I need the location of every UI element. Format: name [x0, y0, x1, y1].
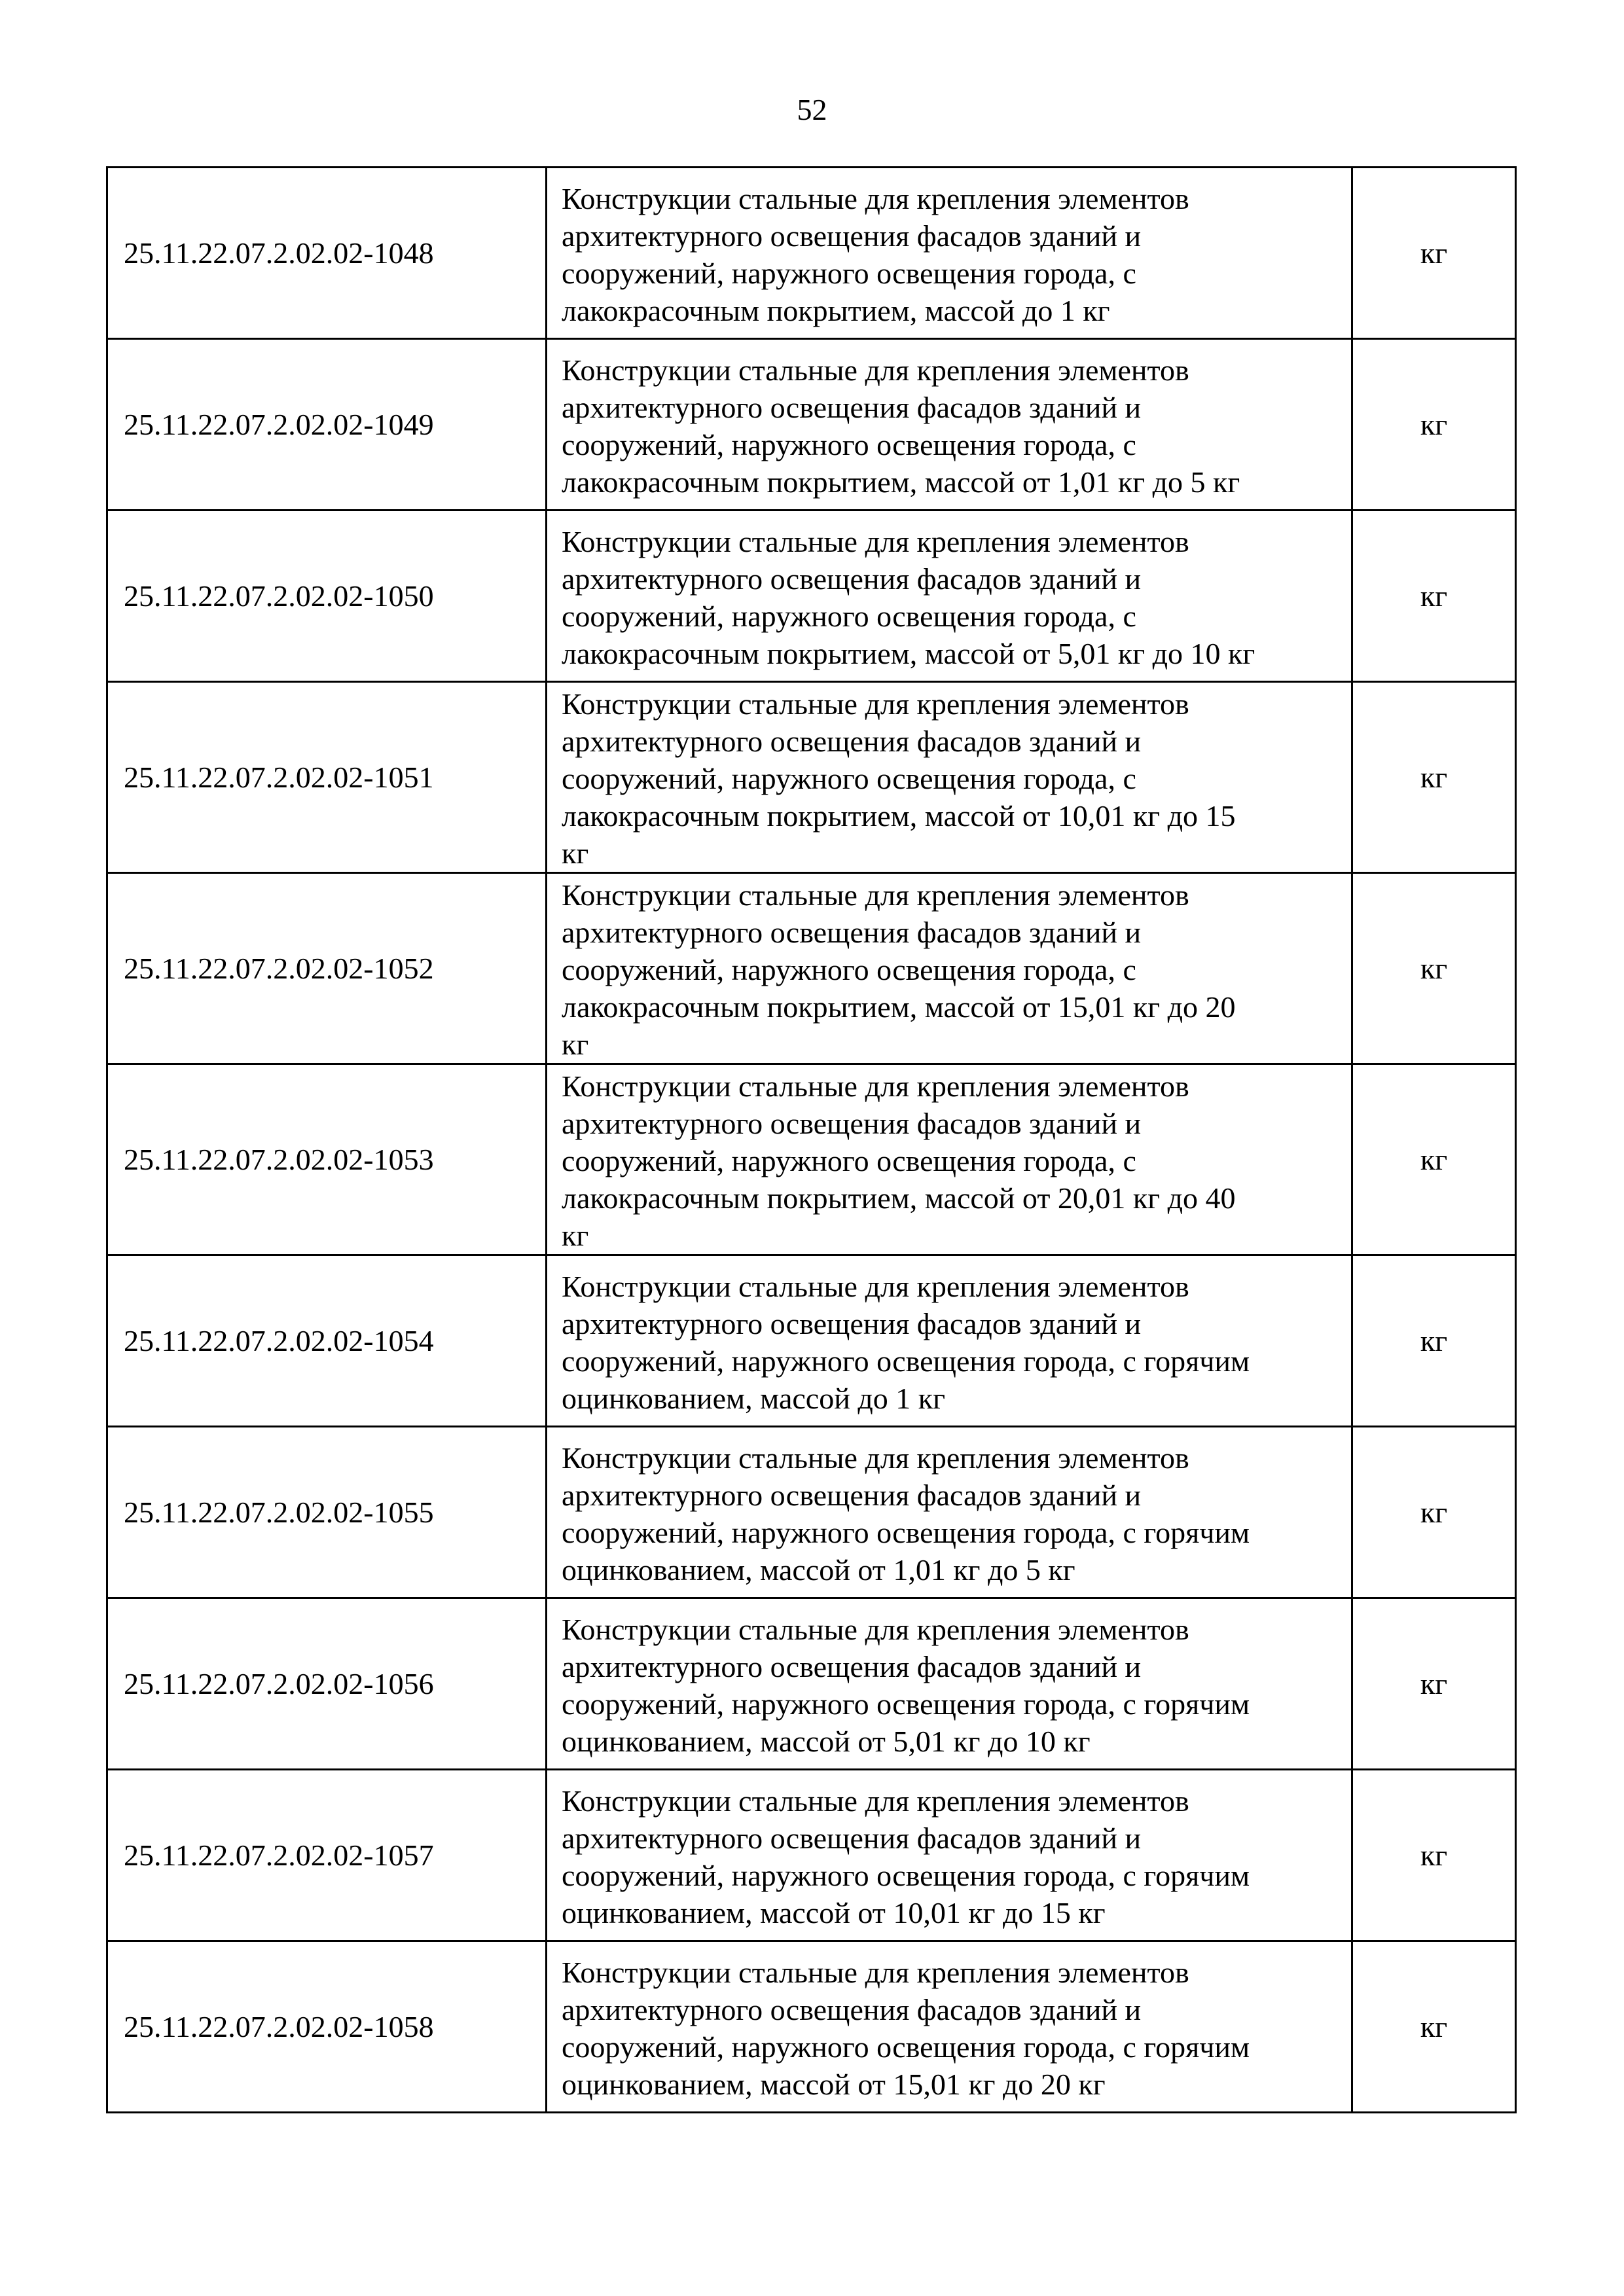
- description-line: архитектурного освещения фасадов зданий и: [562, 1821, 1142, 1855]
- description-line: сооружений, наружного освещения города, с: [562, 599, 1136, 633]
- unit-cell: кг: [1352, 1255, 1516, 1427]
- code-cell: 25.11.22.07.2.02.02-1048: [107, 168, 547, 339]
- page-number: 52: [797, 93, 827, 126]
- description-cell: [547, 1770, 1352, 1941]
- description-line: лакокрасочным покрытием, массой от 20,01 кг до 40: [562, 1181, 1236, 1215]
- description-line: архитектурного освещения фасадов зданий и: [562, 562, 1142, 596]
- description-cell: [547, 873, 1352, 1064]
- table-row: [107, 168, 1516, 339]
- description-line: архитектурного освещения фасадов зданий и: [562, 1992, 1142, 2026]
- description-line: Конструкции стальные для крепления элементов: [562, 1955, 1189, 1989]
- description-cell: [547, 682, 1352, 873]
- description-line: сооружений, наружного освещения города, с горячим: [562, 2030, 1250, 2064]
- unit-cell: кг: [1352, 1941, 1516, 2113]
- description-line: сооружений, наружного освещения города, с горячим: [562, 1858, 1250, 1892]
- unit-cell: кг: [1352, 511, 1516, 682]
- unit-cell: кг: [1352, 873, 1516, 1064]
- description-line: кг: [562, 836, 589, 870]
- description-line: лакокрасочным покрытием, массой от 5,01 кг до 10 кг: [562, 636, 1255, 670]
- classifier-table: [106, 166, 1517, 2113]
- table-row: [107, 1064, 1516, 1255]
- description-cell: [547, 339, 1352, 511]
- description-line: лакокрасочным покрытием, массой от 15,01 кг до 20: [562, 990, 1236, 1024]
- description-line: Конструкции стальные для крепления элементов: [562, 1269, 1189, 1303]
- description-line: Конструкции стальные для крепления элементов: [562, 878, 1189, 912]
- unit-cell: кг: [1352, 682, 1516, 873]
- description-line: архитектурного освещения фасадов зданий и: [562, 1649, 1142, 1683]
- description-line: оцинкованием, массой от 15,01 кг до 20 кг: [562, 2067, 1106, 2101]
- code-cell: 25.11.22.07.2.02.02-1058: [107, 1941, 547, 2113]
- unit-cell: кг: [1352, 1770, 1516, 1941]
- description-line: Конструкции стальные для крепления элементов: [562, 1441, 1189, 1475]
- table-row: [107, 1941, 1516, 2113]
- description-line: сооружений, наружного освещения города, с горячим: [562, 1344, 1250, 1378]
- description-line: оцинкованием, массой от 10,01 кг до 15 кг: [562, 1895, 1106, 1929]
- description-line: кг: [562, 1219, 589, 1252]
- description-cell: [547, 1427, 1352, 1598]
- description-line: Конструкции стальные для крепления элементов: [562, 181, 1189, 215]
- code-cell: 25.11.22.07.2.02.02-1054: [107, 1255, 547, 1427]
- code-cell: 25.11.22.07.2.02.02-1049: [107, 339, 547, 511]
- description-line: сооружений, наружного освещения города, с: [562, 762, 1136, 795]
- description-cell: [547, 168, 1352, 339]
- description-line: оцинкованием, массой от 1,01 кг до 5 кг: [562, 1552, 1075, 1587]
- description-line: архитектурного освещения фасадов зданий и: [562, 1107, 1142, 1140]
- code-cell: 25.11.22.07.2.02.02-1055: [107, 1427, 547, 1598]
- description-line: сооружений, наружного освещения города, с: [562, 953, 1136, 986]
- description-line: сооружений, наружного освещения города, с: [562, 427, 1136, 461]
- description-line: архитектурного освещения фасадов зданий и: [562, 390, 1142, 424]
- description-line: архитектурного освещения фасадов зданий и: [562, 219, 1142, 253]
- description-line: сооружений, наружного освещения города, с горячим: [562, 1687, 1250, 1721]
- description-line: кг: [562, 1028, 589, 1061]
- unit-cell: кг: [1352, 1427, 1516, 1598]
- code-cell: 25.11.22.07.2.02.02-1056: [107, 1598, 547, 1770]
- description-line: Конструкции стальные для крепления элементов: [562, 524, 1189, 558]
- description-cell: [547, 1941, 1352, 2113]
- table-row: [107, 1598, 1516, 1770]
- code-cell: 25.11.22.07.2.02.02-1051: [107, 682, 547, 873]
- code-cell: 25.11.22.07.2.02.02-1052: [107, 873, 547, 1064]
- code-cell: 25.11.22.07.2.02.02-1050: [107, 511, 547, 682]
- description-line: Конструкции стальные для крепления элементов: [562, 687, 1189, 721]
- description-line: лакокрасочным покрытием, массой от 1,01 кг до 5 кг: [562, 465, 1240, 499]
- description-line: архитектурного освещения фасадов зданий и: [562, 725, 1142, 758]
- description-cell: [547, 1064, 1352, 1255]
- description-line: сооружений, наружного освещения города, с горячим: [562, 1515, 1250, 1549]
- description-line: архитектурного освещения фасадов зданий и: [562, 1478, 1142, 1512]
- description-line: сооружений, наружного освещения города, с: [562, 1144, 1136, 1177]
- unit-cell: кг: [1352, 339, 1516, 511]
- table-row: [107, 511, 1516, 682]
- table-row: [107, 682, 1516, 873]
- description-line: сооружений, наружного освещения города, с: [562, 256, 1136, 290]
- table-row: [107, 1770, 1516, 1941]
- description-line: Конструкции стальные для крепления элементов: [562, 1784, 1189, 1818]
- description-cell: [547, 1598, 1352, 1770]
- description-line: оцинкованием, массой от 5,01 кг до 10 кг: [562, 1724, 1091, 1758]
- description-line: архитектурного освещения фасадов зданий и: [562, 1306, 1142, 1340]
- description-line: лакокрасочным покрытием, массой от 10,01 кг до 15: [562, 799, 1236, 833]
- unit-cell: кг: [1352, 168, 1516, 339]
- description-line: Конструкции стальные для крепления элементов: [562, 1612, 1189, 1646]
- description-cell: [547, 1255, 1352, 1427]
- table-row: [107, 339, 1516, 511]
- code-cell: 25.11.22.07.2.02.02-1057: [107, 1770, 547, 1941]
- description-line: оцинкованием, массой до 1 кг: [562, 1381, 945, 1415]
- description-line: лакокрасочным покрытием, массой до 1 кг: [562, 293, 1110, 327]
- description-cell: [547, 511, 1352, 682]
- table-row: [107, 1427, 1516, 1598]
- unit-cell: кг: [1352, 1598, 1516, 1770]
- code-cell: 25.11.22.07.2.02.02-1053: [107, 1064, 547, 1255]
- description-line: Конструкции стальные для крепления элементов: [562, 1069, 1189, 1103]
- table-row: [107, 1255, 1516, 1427]
- description-line: Конструкции стальные для крепления элементов: [562, 353, 1189, 387]
- description-line: архитектурного освещения фасадов зданий и: [562, 916, 1142, 949]
- table-row: [107, 873, 1516, 1064]
- unit-cell: кг: [1352, 1064, 1516, 1255]
